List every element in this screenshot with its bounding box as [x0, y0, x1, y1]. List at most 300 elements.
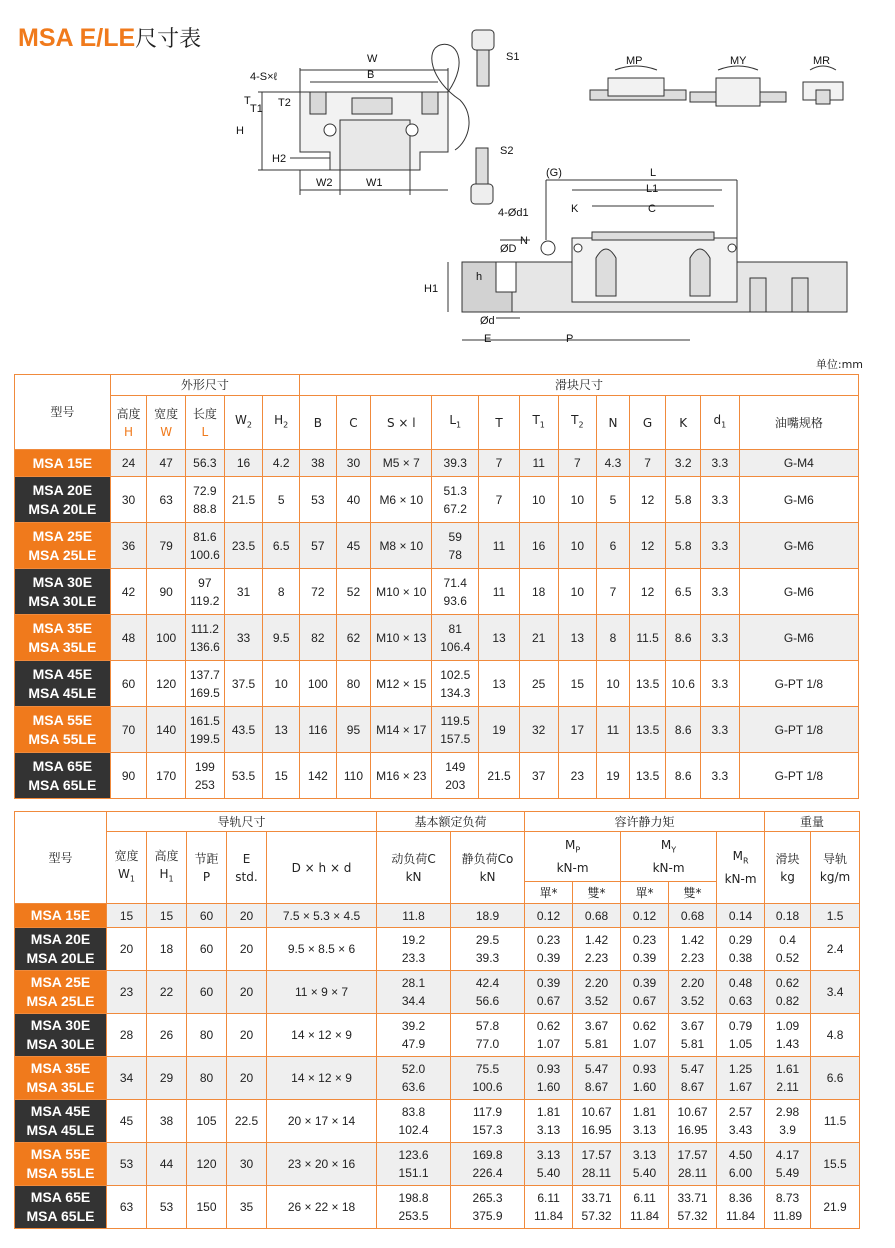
cell-l1: 71.4 93.6	[432, 569, 479, 615]
cell-k: 8.6	[666, 753, 701, 799]
cell-n: 10	[597, 661, 630, 707]
cell-t: 11	[479, 523, 520, 569]
cell-mp-single: 6.11 11.84	[525, 1186, 573, 1229]
cell-l: 97 119.2	[186, 569, 225, 615]
cell-rail-weight: 2.4	[811, 928, 860, 971]
cell-n: 19	[597, 753, 630, 799]
cell-p: 150	[187, 1186, 227, 1229]
cell-l1: 51.3 67.2	[432, 477, 479, 523]
label-w: W	[367, 53, 378, 65]
t2-header-model: 型号	[15, 812, 107, 904]
cell-block-weight: 4.17 5.49	[765, 1143, 811, 1186]
cell-my-double: 3.67 5.81	[669, 1014, 717, 1057]
label-n: N	[520, 235, 528, 247]
cell-e: 20	[227, 971, 267, 1014]
label-h1: H1	[424, 283, 439, 295]
cell-h: 36	[110, 523, 147, 569]
cell-s: M10 × 13	[371, 615, 432, 661]
cell-h1: 26	[147, 1014, 187, 1057]
cell-d: 14 × 12 × 9	[267, 1057, 377, 1100]
cell-d1: 3.3	[701, 615, 740, 661]
cell-mr: 8.36 11.84	[717, 1186, 765, 1229]
cell-b: 116	[300, 707, 337, 753]
cell-s: M5 × 7	[371, 450, 432, 477]
cell-t: 7	[479, 477, 520, 523]
cell-w2: 43.5	[224, 707, 263, 753]
cell-mr: 0.29 0.38	[717, 928, 765, 971]
moment-mr-icon	[803, 66, 843, 104]
cell-g: G-M4	[739, 450, 858, 477]
cell-s: M16 × 23	[371, 753, 432, 799]
cell-t: 11	[479, 569, 520, 615]
cell-t: 13	[479, 615, 520, 661]
cell-w2: 53.5	[224, 753, 263, 799]
cell-l: 81.6 100.6	[186, 523, 225, 569]
t2-col-mp: $M_P$ kN-m	[525, 832, 621, 882]
cell-h: 70	[110, 707, 147, 753]
cell-d: 26 × 22 × 18	[267, 1186, 377, 1229]
cell-my-double: 17.57 28.11	[669, 1143, 717, 1186]
moment-mp-icon	[590, 66, 686, 100]
t2-header-moment: 容许静力矩	[525, 812, 765, 832]
t1-col-w2: $W_2$	[224, 396, 263, 450]
label-h2: H2	[272, 153, 287, 165]
label-t2: T2	[278, 97, 291, 109]
cell-e: 30	[227, 1143, 267, 1186]
cell-b: 72	[300, 569, 337, 615]
t1-header-outer: 外形尺寸	[110, 375, 299, 396]
label-bigd: ØD	[500, 243, 517, 255]
t2-header-weight: 重量	[765, 812, 860, 832]
cell-my-single: 3.13 5.40	[621, 1143, 669, 1186]
cell-mp-double: 0.68	[573, 904, 621, 928]
model-cell: MSA 65E MSA 65LE	[15, 1186, 107, 1229]
cell-n: 8	[597, 615, 630, 661]
cell-my-single: 0.93 1.60	[621, 1057, 669, 1100]
screw-s2	[471, 148, 493, 204]
cell-b: 82	[300, 615, 337, 661]
t2-col-co: 静负荷Co kN	[451, 832, 525, 904]
cell-rail-weight: 4.8	[811, 1014, 860, 1057]
label-l: L	[650, 167, 657, 179]
cell-p: 80	[187, 1057, 227, 1100]
t1-col-h2: $H_2$	[263, 396, 300, 450]
cell-h: 24	[110, 450, 147, 477]
cell-k: 3.2	[666, 450, 701, 477]
model-cell: MSA 35E MSA 35LE	[15, 1057, 107, 1100]
cell-h1: 22	[147, 971, 187, 1014]
t2-col-mp-double: 雙*	[573, 882, 621, 904]
table-row	[15, 661, 859, 707]
model-cell: MSA 15E	[15, 450, 111, 477]
cell-l1: 39.3	[432, 450, 479, 477]
cell-h1: 53	[147, 1186, 187, 1229]
cell-mp-single: 0.93 1.60	[525, 1057, 573, 1100]
cell-l1: 59 78	[432, 523, 479, 569]
cell-c-dyn: 39.2 47.9	[377, 1014, 451, 1057]
page-title-suffix: 尺寸表	[135, 27, 202, 52]
cell-t: 13	[479, 661, 520, 707]
t1-col-c: C	[336, 396, 371, 450]
label-w2: W2	[316, 177, 333, 189]
cell-b: 57	[300, 523, 337, 569]
label-h: H	[236, 125, 244, 137]
cell-block-weight: 1.09 1.43	[765, 1014, 811, 1057]
cell-my-double: 1.42 2.23	[669, 928, 717, 971]
cell-co: 57.8 77.0	[451, 1014, 525, 1057]
t1-col-d1: $d_1$	[701, 396, 740, 450]
t1-col-b: B	[300, 396, 337, 450]
table-row	[15, 615, 859, 661]
cell-s: M12 × 15	[371, 661, 432, 707]
cell-k: 6.5	[666, 569, 701, 615]
label-mp: MP	[626, 55, 643, 67]
cell-w1: 45	[107, 1100, 147, 1143]
cell-c-dyn: 28.1 34.4	[377, 971, 451, 1014]
cell-h2: 13	[263, 707, 300, 753]
cell-w1: 23	[107, 971, 147, 1014]
cell-c-dyn: 19.2 23.3	[377, 928, 451, 971]
cell-g: G-M6	[739, 477, 858, 523]
cell-k: 8.6	[666, 615, 701, 661]
t2-col-w1: 宽度 $W_1$	[107, 832, 147, 904]
table-row	[15, 928, 860, 971]
cell-c-dyn: 52.0 63.6	[377, 1057, 451, 1100]
cell-rail-weight: 3.4	[811, 971, 860, 1014]
model-cell: MSA 45E MSA 45LE	[15, 1100, 107, 1143]
cell-b: 53	[300, 477, 337, 523]
table-row	[15, 1100, 860, 1143]
cell-c: 110	[336, 753, 371, 799]
cell-h1: 29	[147, 1057, 187, 1100]
cell-g: G-M6	[739, 523, 858, 569]
cell-l: 56.3	[186, 450, 225, 477]
cell-s: M14 × 17	[371, 707, 432, 753]
cell-b: 38	[300, 450, 337, 477]
cell-w2: 23.5	[224, 523, 263, 569]
label-t1: T1	[250, 103, 263, 115]
cell-t1: 11	[519, 450, 558, 477]
cell-mr: 1.25 1.67	[717, 1057, 765, 1100]
cell-g: 7	[629, 450, 666, 477]
cell-s: M10 × 10	[371, 569, 432, 615]
t1-header-block: 滑块尺寸	[300, 375, 859, 396]
t1-header-model: 型号	[15, 375, 111, 450]
t2-col-rail-weight: 导轨 kg/m	[811, 832, 860, 904]
table-row	[15, 707, 859, 753]
cell-my-double: 2.20 3.52	[669, 971, 717, 1014]
cell-w1: 15	[107, 904, 147, 928]
label-my: MY	[730, 55, 747, 67]
t2-col-block-weight: 滑块 kg	[765, 832, 811, 904]
cell-my-single: 6.11 11.84	[621, 1186, 669, 1229]
cell-g: 13.5	[629, 661, 666, 707]
cell-l: 199 253	[186, 753, 225, 799]
cell-mp-double: 5.47 8.67	[573, 1057, 621, 1100]
table-row	[15, 450, 859, 477]
cell-h2: 8	[263, 569, 300, 615]
label-s1: S1	[506, 51, 520, 63]
cell-g: G-PT 1/8	[739, 707, 858, 753]
cell-w: 47	[147, 450, 186, 477]
cell-w2: 31	[224, 569, 263, 615]
dimension-diagram	[0, 0, 895, 360]
cell-w: 140	[147, 707, 186, 753]
cell-g: 13.5	[629, 753, 666, 799]
cell-b: 142	[300, 753, 337, 799]
cell-l: 161.5 199.5	[186, 707, 225, 753]
model-cell: MSA 20E MSA 20LE	[15, 477, 111, 523]
cell-e: 20	[227, 1014, 267, 1057]
cell-co: 117.9 157.3	[451, 1100, 525, 1143]
table-row	[15, 477, 859, 523]
cell-d1: 3.3	[701, 477, 740, 523]
cell-t1: 37	[519, 753, 558, 799]
cell-my-single: 0.12	[621, 904, 669, 928]
cell-c-dyn: 123.6 151.1	[377, 1143, 451, 1186]
table-row	[15, 523, 859, 569]
cell-my-single: 0.62 1.07	[621, 1014, 669, 1057]
label-h-small: h	[476, 271, 483, 283]
cell-co: 75.5 100.6	[451, 1057, 525, 1100]
cell-mp-double: 17.57 28.11	[573, 1143, 621, 1186]
cell-co: 42.4 56.6	[451, 971, 525, 1014]
cell-t: 21.5	[479, 753, 520, 799]
cell-n: 11	[597, 707, 630, 753]
cell-w1: 28	[107, 1014, 147, 1057]
cell-h: 30	[110, 477, 147, 523]
model-cell: MSA 15E	[15, 904, 107, 928]
t1-col-g: G	[629, 396, 666, 450]
front-view	[258, 44, 469, 195]
cell-rail-weight: 6.6	[811, 1057, 860, 1100]
cell-c-dyn: 83.8 102.4	[377, 1100, 451, 1143]
table-row	[15, 904, 860, 928]
cell-mr: 0.14	[717, 904, 765, 928]
label-mr: MR	[813, 55, 831, 67]
cell-s: M6 × 10	[371, 477, 432, 523]
cell-l1: 119.5 157.5	[432, 707, 479, 753]
cell-t2: 7	[558, 450, 597, 477]
cell-w: 63	[147, 477, 186, 523]
cell-co: 169.8 226.4	[451, 1143, 525, 1186]
cell-n: 5	[597, 477, 630, 523]
cell-g: 13.5	[629, 707, 666, 753]
label-k: K	[571, 203, 579, 215]
cell-my-single: 0.23 0.39	[621, 928, 669, 971]
cell-h: 90	[110, 753, 147, 799]
cell-t2: 23	[558, 753, 597, 799]
label-t: T	[244, 95, 251, 107]
cell-block-weight: 0.4 0.52	[765, 928, 811, 971]
model-cell: MSA 25E MSA 25LE	[15, 523, 111, 569]
cell-d1: 3.3	[701, 707, 740, 753]
label-s-l: 4-S×ℓ	[250, 71, 278, 83]
cell-rail-weight: 1.5	[811, 904, 860, 928]
cell-h2: 5	[263, 477, 300, 523]
model-cell: MSA 25E MSA 25LE	[15, 971, 107, 1014]
t2-col-p: 节距 P	[187, 832, 227, 904]
cell-block-weight: 0.18	[765, 904, 811, 928]
cell-h1: 38	[147, 1100, 187, 1143]
t1-col-l: 长度 L	[186, 396, 225, 450]
cell-mr: 0.79 1.05	[717, 1014, 765, 1057]
cell-g: G-M6	[739, 569, 858, 615]
cell-c: 40	[336, 477, 371, 523]
cell-mr: 4.50 6.00	[717, 1143, 765, 1186]
cell-t1: 10	[519, 477, 558, 523]
label-g: (G)	[546, 167, 562, 179]
cell-p: 80	[187, 1014, 227, 1057]
model-cell: MSA 55E MSA 55LE	[15, 1143, 107, 1186]
cell-t2: 10	[558, 569, 597, 615]
model-cell: MSA 30E MSA 30LE	[15, 569, 111, 615]
table-row	[15, 1057, 860, 1100]
cell-l1: 149 203	[432, 753, 479, 799]
cell-e: 22.5	[227, 1100, 267, 1143]
cell-p: 120	[187, 1143, 227, 1186]
model-cell: MSA 30E MSA 30LE	[15, 1014, 107, 1057]
cell-l: 111.2 136.6	[186, 615, 225, 661]
cell-mr: 2.57 3.43	[717, 1100, 765, 1143]
cell-e: 20	[227, 928, 267, 971]
cell-d: 23 × 20 × 16	[267, 1143, 377, 1186]
cell-t: 19	[479, 707, 520, 753]
cell-c: 52	[336, 569, 371, 615]
cell-h2: 6.5	[263, 523, 300, 569]
cell-mp-double: 1.42 2.23	[573, 928, 621, 971]
cell-w1: 20	[107, 928, 147, 971]
cell-t2: 10	[558, 523, 597, 569]
cell-mp-single: 0.23 0.39	[525, 928, 573, 971]
model-cell: MSA 65E MSA 65LE	[15, 753, 111, 799]
cell-t1: 25	[519, 661, 558, 707]
cell-mp-single: 0.39 0.67	[525, 971, 573, 1014]
cell-t1: 32	[519, 707, 558, 753]
label-small-d: Ød	[480, 315, 495, 327]
cell-rail-weight: 11.5	[811, 1100, 860, 1143]
table-row	[15, 753, 859, 799]
label-w1: W1	[366, 177, 383, 189]
cell-t2: 13	[558, 615, 597, 661]
cell-co: 18.9	[451, 904, 525, 928]
t2-col-my-double: 雙*	[669, 882, 717, 904]
cell-rail-weight: 21.9	[811, 1186, 860, 1229]
cell-co: 265.3 375.9	[451, 1186, 525, 1229]
cell-w: 170	[147, 753, 186, 799]
moment-my-icon	[690, 66, 786, 106]
cell-mp-single: 1.81 3.13	[525, 1100, 573, 1143]
cell-t1: 16	[519, 523, 558, 569]
label-s2: S2	[500, 145, 514, 157]
cell-w1: 63	[107, 1186, 147, 1229]
cell-w: 100	[147, 615, 186, 661]
cell-d1: 3.3	[701, 753, 740, 799]
table-row	[15, 569, 859, 615]
table-row	[15, 971, 860, 1014]
cell-mp-double: 2.20 3.52	[573, 971, 621, 1014]
t1-col-sxl: S × l	[371, 396, 432, 450]
rail-load-table	[14, 811, 860, 1229]
cell-mr: 0.48 0.63	[717, 971, 765, 1014]
model-cell: MSA 20E MSA 20LE	[15, 928, 107, 971]
cell-e: 20	[227, 1057, 267, 1100]
cell-block-weight: 8.73 11.89	[765, 1186, 811, 1229]
t2-header-load: 基本额定负荷	[377, 812, 525, 832]
cell-h2: 10	[263, 661, 300, 707]
cell-h1: 18	[147, 928, 187, 971]
cell-l: 137.7 169.5	[186, 661, 225, 707]
cell-mp-double: 3.67 5.81	[573, 1014, 621, 1057]
cell-l1: 102.5 134.3	[432, 661, 479, 707]
cell-mp-single: 0.12	[525, 904, 573, 928]
cell-d: 7.5 × 5.3 × 4.5	[267, 904, 377, 928]
cell-d1: 3.3	[701, 523, 740, 569]
label-l1: L1	[646, 183, 659, 195]
model-cell: MSA 45E MSA 45LE	[15, 661, 111, 707]
t1-col-t: T	[479, 396, 520, 450]
cell-h: 42	[110, 569, 147, 615]
cell-p: 60	[187, 928, 227, 971]
label-e: E	[484, 333, 492, 345]
cell-mp-double: 33.71 57.32	[573, 1186, 621, 1229]
t2-col-e: E std.	[227, 832, 267, 904]
cell-co: 29.5 39.3	[451, 928, 525, 971]
cell-my-double: 0.68	[669, 904, 717, 928]
t2-col-dhd: D × h × d	[267, 832, 377, 904]
cell-d1: 3.3	[701, 450, 740, 477]
cell-w1: 53	[107, 1143, 147, 1186]
model-cell: MSA 35E MSA 35LE	[15, 615, 111, 661]
cell-d: 20 × 17 × 14	[267, 1100, 377, 1143]
cell-p: 60	[187, 904, 227, 928]
cell-w2: 37.5	[224, 661, 263, 707]
cell-rail-weight: 15.5	[811, 1143, 860, 1186]
t1-col-w: 宽度 W	[147, 396, 186, 450]
cell-c: 30	[336, 450, 371, 477]
cell-c-dyn: 198.8 253.5	[377, 1186, 451, 1229]
cell-l: 72.9 88.8	[186, 477, 225, 523]
page-title-model: MSA E/LE	[18, 24, 136, 52]
block-dimension-table	[14, 374, 859, 799]
cell-t1: 18	[519, 569, 558, 615]
cell-my-double: 33.71 57.32	[669, 1186, 717, 1229]
table-row	[15, 1014, 860, 1057]
cell-d: 14 × 12 × 9	[267, 1014, 377, 1057]
cell-p: 105	[187, 1100, 227, 1143]
cell-mp-single: 3.13 5.40	[525, 1143, 573, 1186]
t2-header-rail: 导轨尺寸	[107, 812, 377, 832]
cell-s: M8 × 10	[371, 523, 432, 569]
cell-g: 12	[629, 477, 666, 523]
cell-h2: 15	[263, 753, 300, 799]
cell-my-single: 1.81 3.13	[621, 1100, 669, 1143]
cell-my-single: 0.39 0.67	[621, 971, 669, 1014]
cell-t2: 15	[558, 661, 597, 707]
cell-my-double: 10.67 16.95	[669, 1100, 717, 1143]
cell-e: 20	[227, 904, 267, 928]
cell-mp-double: 10.67 16.95	[573, 1100, 621, 1143]
cell-w: 120	[147, 661, 186, 707]
t1-col-t1: $T_1$	[519, 396, 558, 450]
t1-col-grease: 油嘴规格	[739, 396, 858, 450]
cell-w2: 33	[224, 615, 263, 661]
cell-h1: 44	[147, 1143, 187, 1186]
cell-w2: 16	[224, 450, 263, 477]
t2-col-h1: 高度 $H_1$	[147, 832, 187, 904]
cell-w2: 21.5	[224, 477, 263, 523]
cell-l1: 81 106.4	[432, 615, 479, 661]
